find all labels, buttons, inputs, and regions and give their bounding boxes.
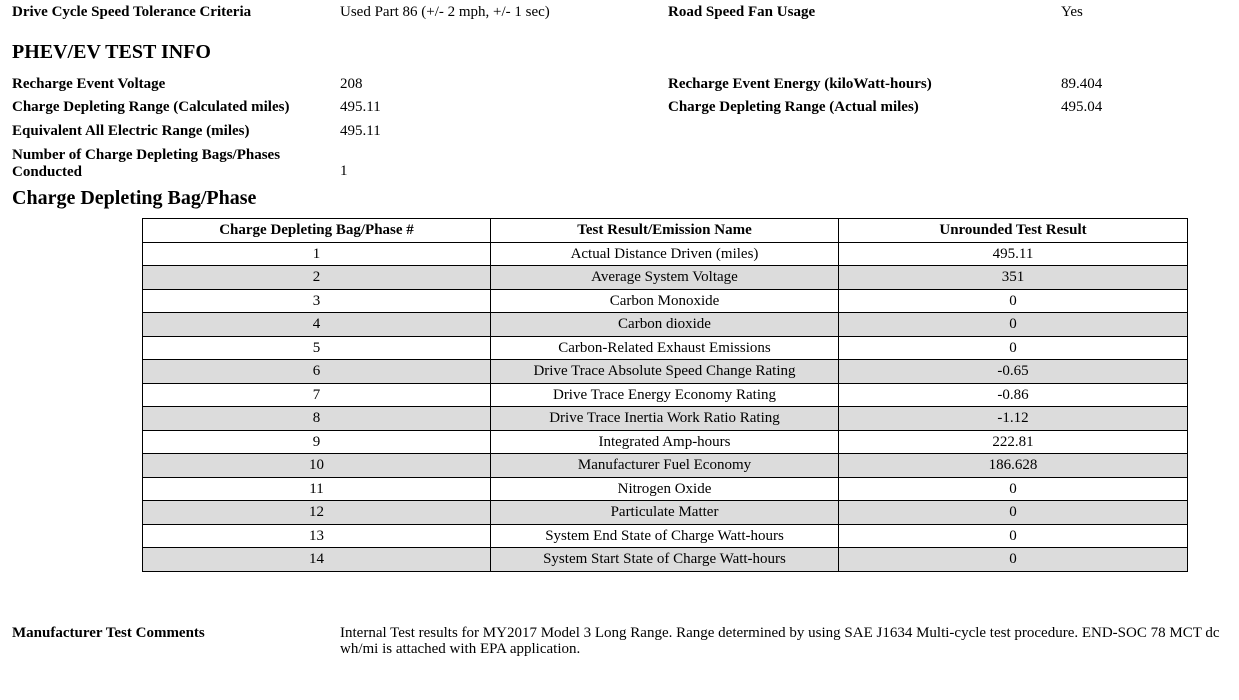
table-row bbox=[143, 548, 1188, 572]
recharge-voltage-value: 208 bbox=[340, 76, 363, 92]
table-row bbox=[143, 289, 1188, 313]
test-result-cell: -1.12 bbox=[839, 407, 1188, 431]
bag-number-cell: 2 bbox=[143, 266, 491, 290]
cd-range-calc-value: 495.11 bbox=[340, 99, 381, 115]
column-header-bag-number: Charge Depleting Bag/Phase # bbox=[143, 219, 491, 243]
test-result-cell: 0 bbox=[839, 524, 1188, 548]
table-row bbox=[143, 336, 1188, 360]
recharge-voltage-label: Recharge Event Voltage bbox=[12, 76, 166, 92]
bag-number-cell: 3 bbox=[143, 289, 491, 313]
test-result-cell: 0 bbox=[839, 289, 1188, 313]
test-result-cell: 0 bbox=[839, 501, 1188, 525]
bag-number-cell: 6 bbox=[143, 360, 491, 384]
speed-tolerance-value: Used Part 86 (+/- 2 mph, +/- 1 sec) bbox=[340, 4, 550, 20]
bags-value: 1 bbox=[340, 163, 348, 179]
charge-depleting-table bbox=[142, 218, 1188, 572]
result-name-cell: System Start State of Charge Watt-hours bbox=[491, 548, 839, 572]
result-name-cell: Average System Voltage bbox=[491, 266, 839, 290]
comments-text: Internal Test results for MY2017 Model 3 Long Range. Range determined by using SAE J1634 Multi-cycle test procedure. END-SOC 78 MCT dc wh/mi is attached with EPA application. bbox=[340, 625, 1220, 657]
table-row bbox=[143, 383, 1188, 407]
bag-number-cell: 9 bbox=[143, 430, 491, 454]
test-result-cell: 186.628 bbox=[839, 454, 1188, 478]
result-name-cell: Particulate Matter bbox=[491, 501, 839, 525]
cd-range-actual-value: 495.04 bbox=[1061, 99, 1103, 115]
table-row bbox=[143, 407, 1188, 431]
recharge-energy-label: Recharge Event Energy (kiloWatt-hours) bbox=[668, 76, 932, 92]
bag-number-cell: 4 bbox=[143, 313, 491, 337]
bag-number-cell: 11 bbox=[143, 477, 491, 501]
comments-label: Manufacturer Test Comments bbox=[12, 625, 205, 641]
table-row bbox=[143, 524, 1188, 548]
result-name-cell: Carbon Monoxide bbox=[491, 289, 839, 313]
bag-number-cell: 12 bbox=[143, 501, 491, 525]
cd-range-calc-label: Charge Depleting Range (Calculated miles) bbox=[12, 99, 290, 115]
test-result-cell: 0 bbox=[839, 548, 1188, 572]
result-name-cell: Integrated Amp-hours bbox=[491, 430, 839, 454]
bag-number-cell: 1 bbox=[143, 242, 491, 266]
bag-number-cell: 13 bbox=[143, 524, 491, 548]
table-row bbox=[143, 360, 1188, 384]
result-name-cell: Carbon-Related Exhaust Emissions bbox=[491, 336, 839, 360]
result-name-cell: Actual Distance Driven (miles) bbox=[491, 242, 839, 266]
table-row bbox=[143, 430, 1188, 454]
result-name-cell: Carbon dioxide bbox=[491, 313, 839, 337]
test-result-cell: 0 bbox=[839, 336, 1188, 360]
test-result-cell: 0 bbox=[839, 313, 1188, 337]
result-name-cell: Drive Trace Inertia Work Ratio Rating bbox=[491, 407, 839, 431]
bags-label bbox=[12, 147, 280, 181]
bag-section-heading: Charge Depleting Bag/Phase bbox=[12, 187, 257, 209]
test-result-cell: 495.11 bbox=[839, 242, 1188, 266]
bag-number-cell: 5 bbox=[143, 336, 491, 360]
bags-label-line1: Number of Charge Depleting Bags/Phases bbox=[12, 147, 281, 163]
speed-tolerance-label: Drive Cycle Speed Tolerance Criteria bbox=[12, 4, 252, 20]
result-name-cell: System End State of Charge Watt-hours bbox=[491, 524, 839, 548]
bag-number-cell: 10 bbox=[143, 454, 491, 478]
bag-number-cell: 14 bbox=[143, 548, 491, 572]
table-row bbox=[143, 313, 1188, 337]
recharge-energy-value: 89.404 bbox=[1061, 76, 1103, 92]
test-result-cell: 0 bbox=[839, 477, 1188, 501]
table-row bbox=[143, 454, 1188, 478]
column-header-test-result: Unrounded Test Result bbox=[839, 219, 1188, 243]
table-row bbox=[143, 501, 1188, 525]
test-result-cell: 222.81 bbox=[839, 430, 1188, 454]
result-name-cell: Drive Trace Energy Economy Rating bbox=[491, 383, 839, 407]
column-header-result-name: Test Result/Emission Name bbox=[491, 219, 839, 243]
result-name-cell: Manufacturer Fuel Economy bbox=[491, 454, 839, 478]
bag-number-cell: 7 bbox=[143, 383, 491, 407]
eaer-value: 495.11 bbox=[340, 123, 381, 139]
test-result-cell: -0.86 bbox=[839, 383, 1188, 407]
table-row bbox=[143, 242, 1188, 266]
fan-usage-label: Road Speed Fan Usage bbox=[668, 4, 816, 20]
table-row bbox=[143, 266, 1188, 290]
table-header-row bbox=[143, 219, 1188, 243]
bag-number-cell: 8 bbox=[143, 407, 491, 431]
bags-label-line2: Conducted bbox=[12, 164, 83, 180]
result-name-cell: Nitrogen Oxide bbox=[491, 477, 839, 501]
phev-section-heading: PHEV/EV TEST INFO bbox=[12, 41, 211, 63]
table-row bbox=[143, 477, 1188, 501]
cd-range-actual-label: Charge Depleting Range (Actual miles) bbox=[668, 99, 919, 115]
eaer-label: Equivalent All Electric Range (miles) bbox=[12, 123, 250, 139]
fan-usage-value: Yes bbox=[1061, 4, 1083, 20]
test-result-cell: -0.65 bbox=[839, 360, 1188, 384]
result-name-cell: Drive Trace Absolute Speed Change Rating bbox=[491, 360, 839, 384]
test-result-cell: 351 bbox=[839, 266, 1188, 290]
